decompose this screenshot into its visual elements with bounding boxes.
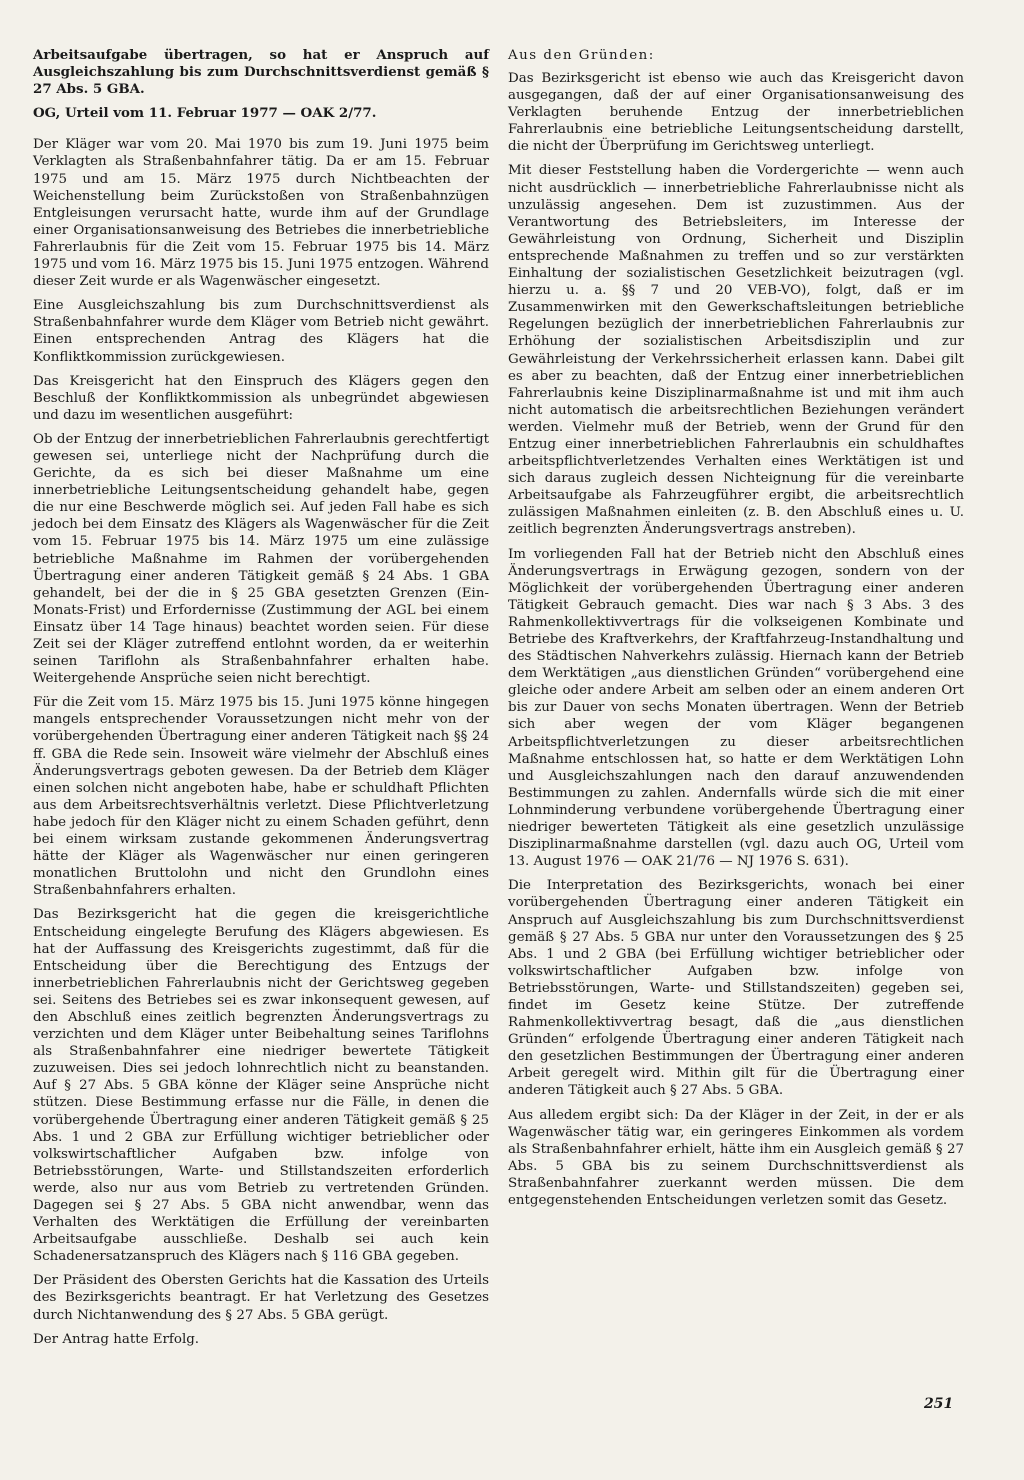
paragraph: Der Präsident des Obersten Gerichts hat die Kassation des Urteils des Bezirksgerichts beantragt. Er hat Verletzung des Gesetzes durch Nichtanwendung des § 27 Abs. 5 GBA gerügt. — [33, 1273, 489, 1323]
paragraph: Im vorliegenden Fall hat der Betrieb nicht den Abschluß eines Änderungsvertrags in Erwägung gezogen, sondern von der Möglichkeit der vorübergehenden Übertragung einer anderen Tätigkeit Gebrauch gemacht. Dies war nach § 3 Abs. 3 des Rahmenkollektivvertrags für die volkseigenen Kombinate und Betriebe des Kraftverkehrs, der Kraftfahrzeug-Instandhaltung und des Städtischen Nahverkehrs zulässig. Hiernach kann der Betrieb dem Werktätigen „aus dienstlichen Gründen“ vorübergehend eine gleiche oder andere Arbeit am selben oder an einem anderen Ort bis zur Dauer von sechs Monaten übertragen. Wenn der Betrieb sich aber wegen der vom Kläger begangenen Arbeitspflichtverletzungen zu dieser arbeitsrechtlichen Maßnahme entschlossen hat, so hatte er dem Werktätigen Lohn und Ausgleichszahlungen nach den darauf anzuwendenden Bestimmungen zu zahlen. Andernfalls würde sich die mit einer Lohnminderung verbundene vorübergehende Übertragung einer niedriger bewerteten Tätigkeit als eine gesetzlich unzulässige Disziplinarmaßnahme darstellen (vgl. dazu auch OG, Urteil vom 13. August 1976 — OAK 21/76 — NJ 1976 S. 631). — [508, 546, 964, 870]
paragraph: Der Antrag hatte Erfolg. — [33, 1331, 200, 1347]
paragraph: Aus alledem ergibt sich: Da der Kläger in der Zeit, in der er als Wagenwäscher tätig war, ein geringeres Einkommen als vordem als Straßenbahnfahrer erhielt, hätte ihm ein Ausgleich gemäß § 27 Abs. 5 GBA bis zu seinem Durchschnittsverdienst als Straßenbahnfahrer zuerkannt werden müssen. Die dem entgegenstehenden Entscheidungen verletzen somit das Gesetz. — [508, 1107, 964, 1208]
section-heading: Aus den Gründen: — [508, 48, 655, 63]
headnote: Arbeitsaufgabe übertragen, so hat er Anspruch auf Ausgleichszahlung bis zum Durchschnittsverdienst gemäß § 27 Abs. 5 GBA. — [33, 47, 489, 98]
decision-citation: OG, Urteil vom 11. Februar 1977 — OAK 2/77. — [33, 105, 377, 122]
paragraph: Mit dieser Feststellung haben die Vordergerichte — wenn auch nicht ausdrücklich — innerbetriebliche Fahrerlaubnisse nicht als unzulässig angesehen. Dem ist zuzustimmen. Aus der Verantwortung des Betriebsleiters, im Interesse der Gewährleistung von Ordnung, Sicherheit und Disziplin entsprechende Maßnahmen zu treffen und so zur verstärkten Einhaltung der sozialistischen Gesetzlichkeit beizutragen (vgl. hierzu u. a. §§ 7 und 20 VEB-VO), folgt, daß er im Zusammenwirken mit den Gewerkschaftsleitungen betriebliche Regelungen bezüglich der innerbetrieblichen Fahrerlaubnis zur Erhöhung der sozialistischen Arbeitsdisziplin und zur Gewährleistung der Verkehrssicherheit erlassen kann. Dabei gilt es aber zu beachten, daß der Entzug einer innerbetrieblichen Fahrerlaubnis keine Disziplinarmaßnahme ist und mit ihm auch nicht automatisch die arbeitsrechtlichen Beziehungen verändert werden. Vielmehr muß der Betrieb, wenn der Grund für den Entzug einer innerbetrieblichen Fahrerlaubnis ein schuldhaftes arbeitspflichtverletzendes Verhalten eines Werktätigen ist und sich daraus zugleich dessen Nichteignung für die vereinbarte Arbeitsaufgabe als Fahrzeugführer ergibt, die arbeitsrechtlich zulässigen Maßnahmen einleiten (z. B. den Abschluß eines u. U. zeitlich begrenzten Änderungsvertrags anstreben). — [508, 163, 964, 538]
left-column — [33, 47, 489, 1355]
paragraph: Das Kreisgericht hat den Einspruch des Klägers gegen den Beschluß der Konfliktkommission als unbegründet abgewiesen und dazu im wesentlichen ausgeführt: — [33, 373, 489, 423]
page-number: 251 — [924, 1396, 954, 1412]
right-column — [508, 47, 964, 1216]
paragraph: Der Kläger war vom 20. Mai 1970 bis zum 19. Juni 1975 beim Verklagten als Straßenbahnfahrer tätig. Da er am 15. Februar 1975 und am 15. März 1975 durch Nichtbeachten der Weichenstellung beim Zurückstoßen von Straßenbahnzügen Entgleisungen verursacht hatte, wurde ihm auf der Grundlage einer Organisationsanweisung des Betriebes die innerbetriebliche Fahrerlaubnis für die Zeit vom 15. Februar 1975 bis 14. März 1975 und vom 16. März 1975 bis 15. Juni 1975 entzogen. Während dieser Zeit wurde er als Wagenwäscher eingesetzt. — [33, 137, 489, 290]
paragraph: Eine Ausgleichszahlung bis zum Durchschnittsverdienst als Straßenbahnfahrer wurde dem Kläger vom Betrieb nicht gewährt. Einen entsprechenden Antrag des Klägers hat die Konfliktkommission zurückgewiesen. — [33, 298, 489, 365]
paragraph: Das Bezirksgericht hat die gegen die kreisgerichtliche Entscheidung eingelegte Berufung des Klägers abgewiesen. Es hat der Auffassung des Kreisgerichts zugestimmt, daß für die Entscheidung über die Berechtigung des Entzugs der innerbetrieblichen Fahrerlaubnis nicht der Gerichtsweg gegeben sei. Seitens des Betriebes sei es zwar inkonsequent gewesen, auf den Abschluß eines zeitlich begrenzten Änderungsvertrags zu verzichten und dem Kläger unter Beibehaltung seines Tariflohns als Straßenbahnfahrer eine niedriger bewertete Tätigkeit zuzuweisen. Dies sei jedoch lohnrechtlich nicht zu beanstanden. Auf § 27 Abs. 5 GBA könne der Kläger seine Ansprüche nicht stützen. Diese Bestimmung erfasse nur die Fälle, in denen die vorübergehende Übertragung einer anderen Tätigkeit gemäß § 25 Abs. 1 und 2 GBA zur Erfüllung wichtiger betrieblicher oder volkswirtschaftlicher Aufgaben bzw. infolge von Betriebsstörungen, Warte- und Stillstandszeiten erforderlich werde, also nur aus vom Betrieb zu vertretenden Gründen. Dagegen sei § 27 Abs. 5 GBA nicht anwendbar, wenn das Verhalten des Werktätigen die Erfüllung der vereinbarten Arbeitsaufgabe ausschließe. Deshalb sei auch kein Schadenersatzanspruch des Klägers nach § 116 GBA gegeben. — [33, 907, 489, 1265]
paragraph: Das Bezirksgericht ist ebenso wie auch das Kreisgericht davon ausgegangen, daß der auf einer Organisationsanweisung des Verklagten beruhende Entzug der innerbetrieblichen Fahrerlaubnis eine betriebliche Leitungsentscheidung darstellt, die nicht der Überprüfung im Gerichtsweg unterliegt. — [508, 71, 964, 155]
paragraph: Für die Zeit vom 15. März 1975 bis 15. Juni 1975 könne hingegen mangels entsprechender Voraussetzungen nicht mehr von der vorübergehenden Übertragung einer anderen Tätigkeit nach §§ 24 ff. GBA die Rede sein. Insoweit wäre vielmehr der Abschluß eines Änderungsvertrags geboten gewesen. Da der Betrieb dem Kläger einen solchen nicht angeboten habe, habe er schuldhaft Pflichten aus dem Arbeitsrechtsverhältnis verletzt. Diese Pflichtverletzung habe jedoch für den Kläger nicht zu einem Schaden geführt, denn bei einem wirksam zustande gekommenen Änderungsvertrag hätte der Kläger als Wagenwäscher nur einen geringeren monatlichen Bruttolohn und nicht den Grundlohn eines Straßenbahnfahrers erhalten. — [33, 695, 489, 899]
paragraph: Die Interpretation des Bezirksgerichts, wonach bei einer vorübergehenden Übertragung einer anderen Tätigkeit ein Anspruch auf Ausgleichszahlung bis zum Durchschnittsverdienst gemäß § 27 Abs. 5 GBA nur unter den Voraussetzungen des § 25 Abs. 1 und 2 GBA (bei Erfüllung wichtiger betrieblicher oder volkswirtschaftlicher Aufgaben bzw. infolge von Betriebsstörungen, Warte- und Stillstandszeiten) gegeben sei, findet im Gesetz keine Stütze. Der zutreffende Rahmenkollektivvertrag besagt, daß die „aus dienstlichen Gründen“ erfolgende Übertragung einer anderen Tätigkeit nach den gesetzlichen Bestimmungen der Übertragung einer anderen Arbeit geregelt wird. Mithin gilt für die Übertragung einer anderen Tätigkeit auch § 27 Abs. 5 GBA. — [508, 878, 964, 1099]
paragraph: Ob der Entzug der innerbetrieblichen Fahrerlaubnis gerechtfertigt gewesen sei, unterliege nicht der Nachprüfung durch die Gerichte, da es sich bei dieser Maßnahme um eine innerbetriebliche Leitungsentscheidung gehandelt habe, gegen die nur eine Beschwerde möglich sei. Auf jeden Fall habe es sich jedoch bei dem Einsatz des Klägers als Wagenwäscher für die Zeit vom 15. Februar 1975 bis 14. März 1975 um eine zulässige betriebliche Maßnahme im Rahmen der vorübergehenden Übertragung einer anderen Tätigkeit gemäß § 24 Abs. 1 GBA gehandelt, bei der die in § 25 GBA gesetzten Grenzen (Ein-Monats-Frist) und Erfordernisse (Zustimmung der AGL bei einem Einsatz über 14 Tage hinaus) beachtet worden seien. Für diese Zeit sei der Kläger zutreffend entlohnt worden, da er weiterhin seinen Tariflohn als Straßenbahnfahrer erhalten habe. Weitergehende Ansprüche seien nicht berechtigt. — [33, 431, 489, 687]
